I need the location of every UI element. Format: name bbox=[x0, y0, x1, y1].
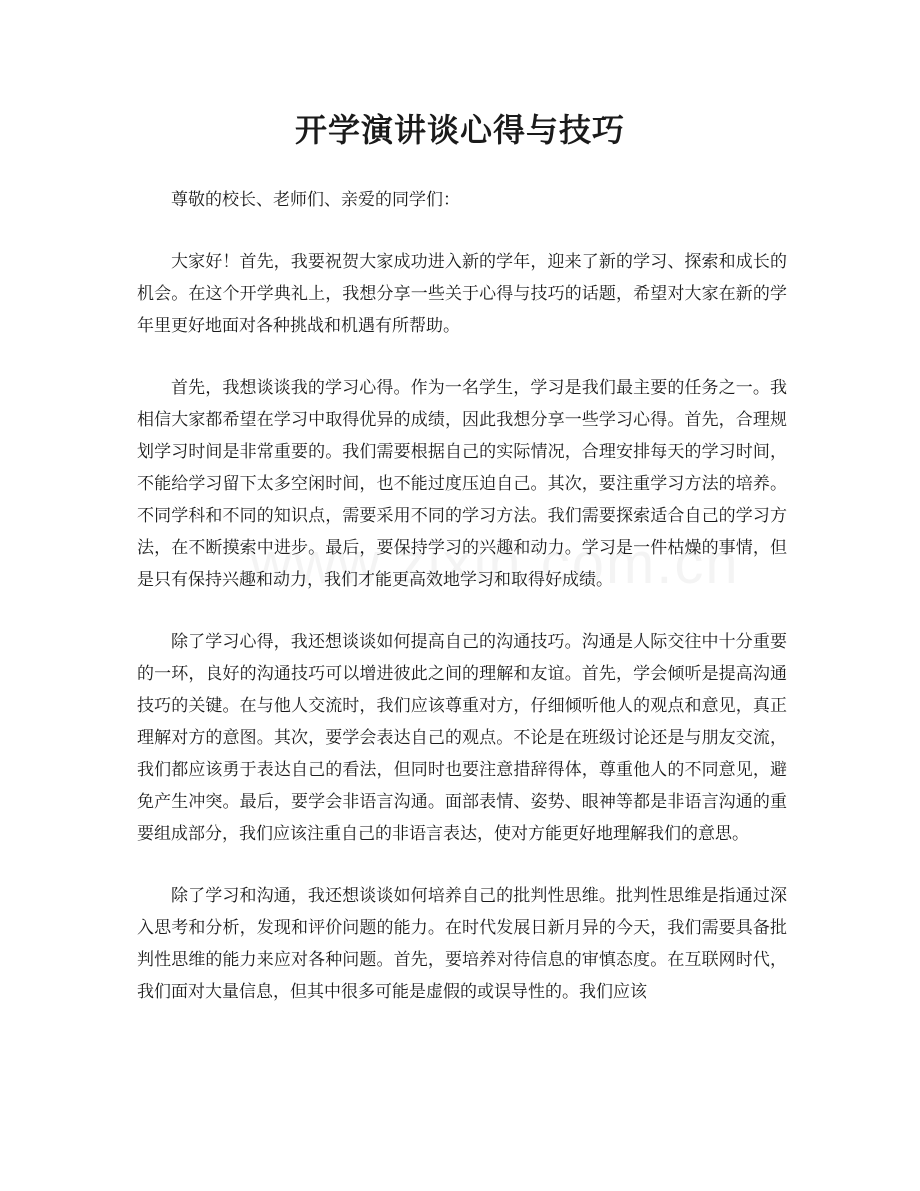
communication-paragraph: 除了学习心得，我还想谈谈如何提高自己的沟通技巧。沟通是人际交往中十分重要的一环，良好的沟通技巧可以增进彼此之间的理解和友谊。首先，学会倾听是提高沟通技巧的关键。在与他人交流时，我们应该尊重对方，仔细倾听他人的观点和意见，真正理解对方的意图。其次，要学会表达自己的观点。不论是在班级讨论还是与朋友交流，我们都应该勇于表达自己的看法，但同时也要注意措辞得体，尊重他人的不同意见，避免产生冲突。最后，要学会非语言沟通。面部表情、姿势、眼神等都是非语言沟通的重要组成部分，我们应该注重自己的非语言表达，使对方能更好地理解我们的意思。 bbox=[137, 632, 787, 844]
greeting-paragraph: 大家好！首先，我要祝贺大家成功进入新的学年，迎来了新的学习、探索和成长的机会。在这个开学典礼上，我想分享一些关于心得与技巧的话题，希望对大家在新的学年里更好地面对各种挑战和机遇有所帮助。 bbox=[137, 252, 787, 336]
document-title: 开学演讲谈心得与技巧 bbox=[294, 111, 625, 149]
study-tips-paragraph: 首先，我想谈谈我的学习心得。作为一名学生，学习是我们最主要的任务之一。我相信大家都希望在学习中取得优异的成绩，因此我想分享一些学习心得。首先，合理规划学习时间是非常重要的。我们需要根据自己的实际情况，合理安排每天的学习时间，不能给学习留下太多空闲时间，也不能过度压迫自己。其次，要注重学习方法的培养。不同学科和不同的知识点，需要采用不同的学习方法。我们需要探索适合自己的学习方法，在不断摸索中进步。最后，要保持学习的兴趣和动力。学习是一件枯燥的事情，但是只有保持兴趣和动力，我们才能更高效地学习和取得好成绩。 bbox=[137, 378, 787, 590]
salutation-paragraph: 尊敬的校长、老师们、亲爱的同学们： bbox=[171, 190, 460, 210]
document-body bbox=[137, 184, 787, 1038]
critical-thinking-paragraph: 除了学习和沟通，我还想谈谈如何培养自己的批判性思维。批判性思维是指通过深入思考和分析，发现和评价问题的能力。在时代发展日新月异的今天，我们需要具备批判性思维的能力来应对各种问题。首先，要培养对待信息的审慎态度。在互联网时代，我们面对大量信息，但其中很多可能是虚假的或误导性的。我们应该 bbox=[137, 886, 787, 1002]
